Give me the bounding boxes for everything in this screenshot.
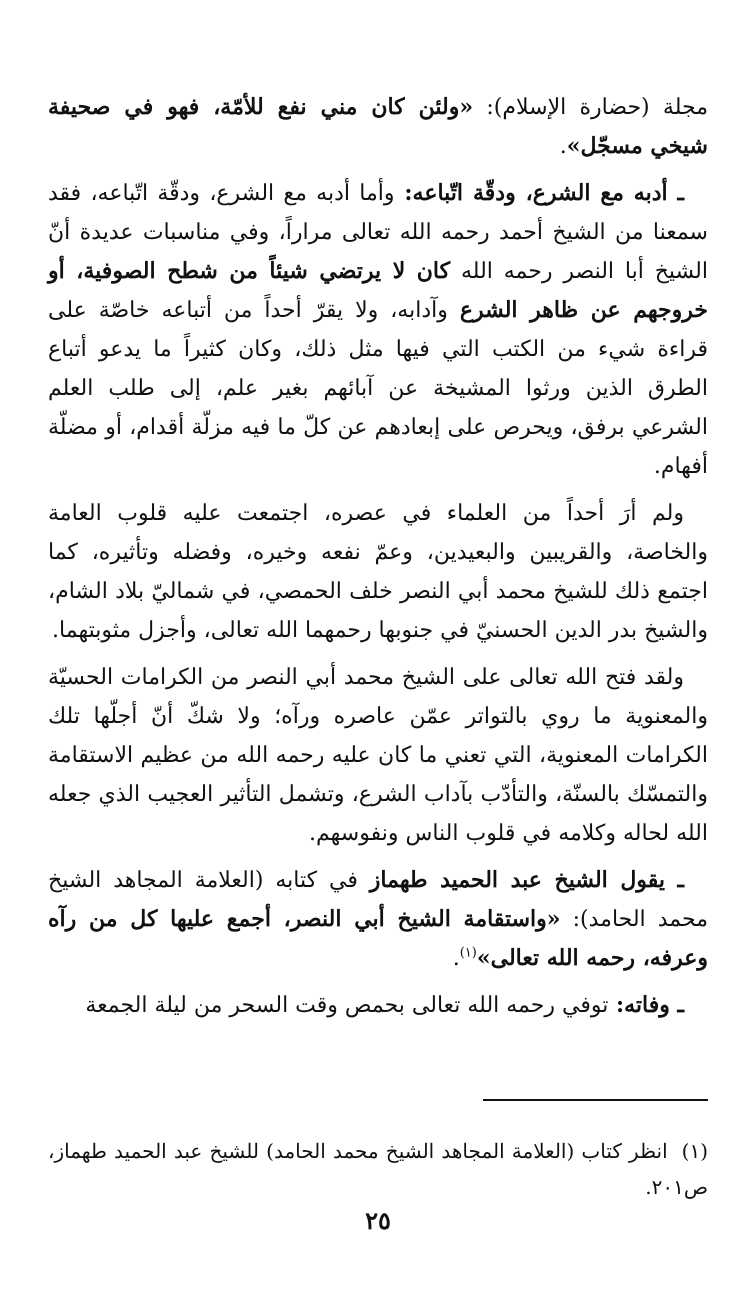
text-span: توفي رحمه الله تعالى بحمص وقت السحر من ليلة الجمعة [85,993,609,1018]
paragraph-2 [48,174,708,486]
text-span: . [452,946,460,971]
paragraph-6 [48,986,708,1025]
quote-bold: «ولئن كان مني نفع للأمّة، فهو في صحيفة شيخي مسجّل» [48,94,708,159]
footnote [48,1133,708,1205]
paragraph-1 [48,88,708,166]
paragraph-5 [48,861,708,978]
footnote-number: (١) [681,1139,708,1163]
paragraph-4: ولقد فتح الله تعالى على الشيخ محمد أبي النصر من الكرامات الحسيّة والمعنوية ما روي بالتواتر عمّن عاصره ورآه؛ ولا شكّ أنّ أجلّها تلك الكرامات المعنوية، التي تعني ما كان عليه رحمه الله من عظيم الاستقامة والتمسّك بالسنّة، والتأدّب بآداب الشرع، وتشمل التأثير العجيب الذي جعله الله لحاله وكلامه في قلوب الناس ونفوسهم. [48,665,708,846]
paragraph-3: ولم أرَ أحداً من العلماء في عصره، اجتمعت عليه قلوب العامة والخاصة، والقريبين والبعيدين، وعمّ نفعه وخيره، وفضله وتأثيره، كما اجتمع ذلك للشيخ محمد أبي النصر خلف الحمصي، في شماليّ بلاد الشام، والشيخ بدر الدين الحسنيّ في جنوبها رحمهما الله تعالى، وأجزل مثوبتهما. [48,501,708,643]
quote-bold: «واستقامة الشيخ أبي النصر، أجمع عليها كل من رآه وعرفه، رحمه الله تعالى» [48,906,708,971]
text-span: . [559,134,567,159]
footnote-text: انظر كتاب (العلامة المجاهد الشيخ محمد الحامد) للشيخ عبد الحميد طهماز، ص٢٠١. [48,1139,708,1199]
emphasis-bold: كان لا يرتضي شيئاً من شطح الصوفية، أو خروجهم عن ظاهر الشرع [48,258,708,323]
text-span: في كتابه (العلامة المجاهد الشيخ محمد الحامد): [48,868,708,932]
page-number: ٢٥ [365,1206,391,1235]
section-heading: ـ وفاته: [608,992,684,1018]
text-span: وأما أدبه مع الشرع، ودقّة اتّباعه، فقد سمعنا من الشيخ أحمد رحمه الله تعالى مراراً، وفي مناسبات عديدة أنّ الشيخ أبا النصر رحمه الله [48,181,709,284]
footnote-divider [483,1099,708,1101]
footnote-reference[interactable]: (١) [459,945,477,961]
main-text [48,88,708,1025]
text-span: مجلة (حضارة الإسلام): [473,95,708,120]
text-span: وآدابه، ولا يقرّ أحداً من أتباعه خاصّة على قراءة شيء من الكتب التي فيها مثل ذلك، وكان كثيراً ما يدعو أتباع الطرق الذين ورثوا المشيخة عن آبائهم بغير علم، إلى طلب العلم الشرعي برفق، ويحرص على إبعادهم عن كلّ ما فيه مزلّة أقدام، أو مضلّة أفهام. [48,298,708,479]
section-heading: ـ أدبه مع الشرع، ودقّة اتّباعه: [394,180,684,206]
section-heading: ـ يقول الشيخ عبد الحميد طهماز [369,867,685,893]
